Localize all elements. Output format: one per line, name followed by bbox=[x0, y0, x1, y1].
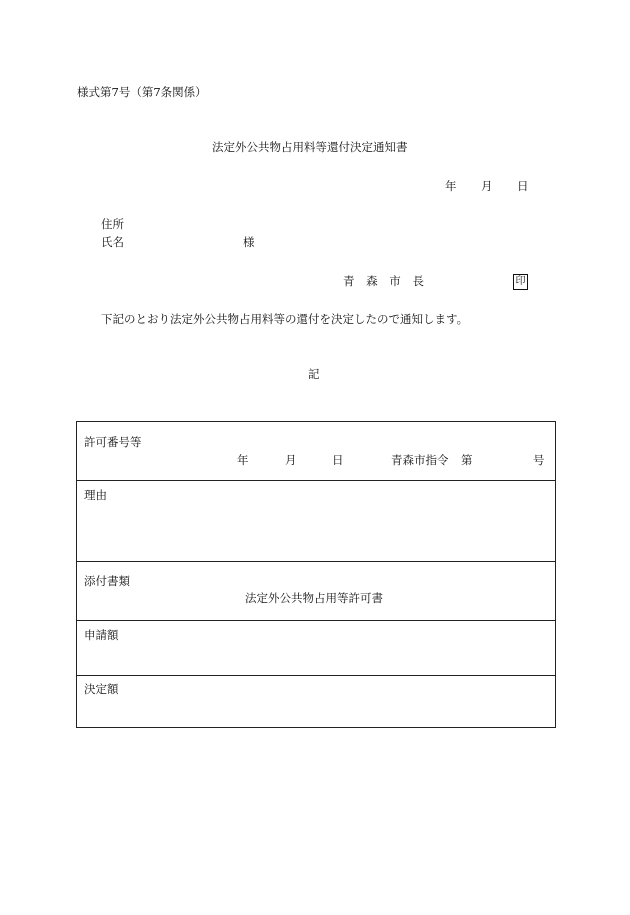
address-label: 住所 bbox=[101, 217, 124, 231]
date-year-label: 年 bbox=[445, 179, 457, 193]
honorific-sama: 様 bbox=[243, 235, 255, 249]
decided-amount-row bbox=[77, 675, 555, 727]
name-label: 氏名 bbox=[101, 235, 124, 249]
notice-body-text: 下記のとおり法定外公共物占用料等の還付を決定したので通知します。 bbox=[101, 312, 469, 326]
attachments-label: 添付書類 bbox=[84, 574, 130, 588]
applied-amount-label: 申請額 bbox=[84, 628, 119, 642]
permit-directive-label: 青森市指令 bbox=[391, 453, 449, 467]
permit-number-label: 許可番号等 bbox=[84, 435, 142, 449]
issuer-name: 青 森 市 長 bbox=[343, 274, 428, 288]
applied-amount-row bbox=[77, 620, 555, 676]
permit-month-label: 月 bbox=[285, 453, 297, 467]
details-table bbox=[76, 421, 556, 728]
permit-number-row bbox=[77, 422, 555, 481]
attachments-row bbox=[77, 561, 555, 621]
ki-heading: 記 bbox=[308, 367, 320, 381]
permit-day-label: 日 bbox=[332, 453, 344, 467]
form-number: 様式第7号（第7条関係） bbox=[77, 85, 207, 99]
permit-go-label: 号 bbox=[533, 453, 545, 467]
attachments-value: 法定外公共物占用等許可書 bbox=[245, 591, 383, 605]
decided-amount-label: 決定額 bbox=[84, 682, 119, 696]
permit-year-label: 年 bbox=[237, 453, 249, 467]
reason-label: 理由 bbox=[84, 488, 107, 502]
permit-dai-label: 第 bbox=[461, 453, 473, 467]
document-title: 法定外公共物占用料等還付決定通知書 bbox=[212, 140, 408, 154]
seal-box: 印 bbox=[513, 274, 528, 290]
date-month-label: 月 bbox=[481, 179, 493, 193]
reason-row bbox=[77, 480, 555, 562]
date-day-label: 日 bbox=[517, 179, 529, 193]
